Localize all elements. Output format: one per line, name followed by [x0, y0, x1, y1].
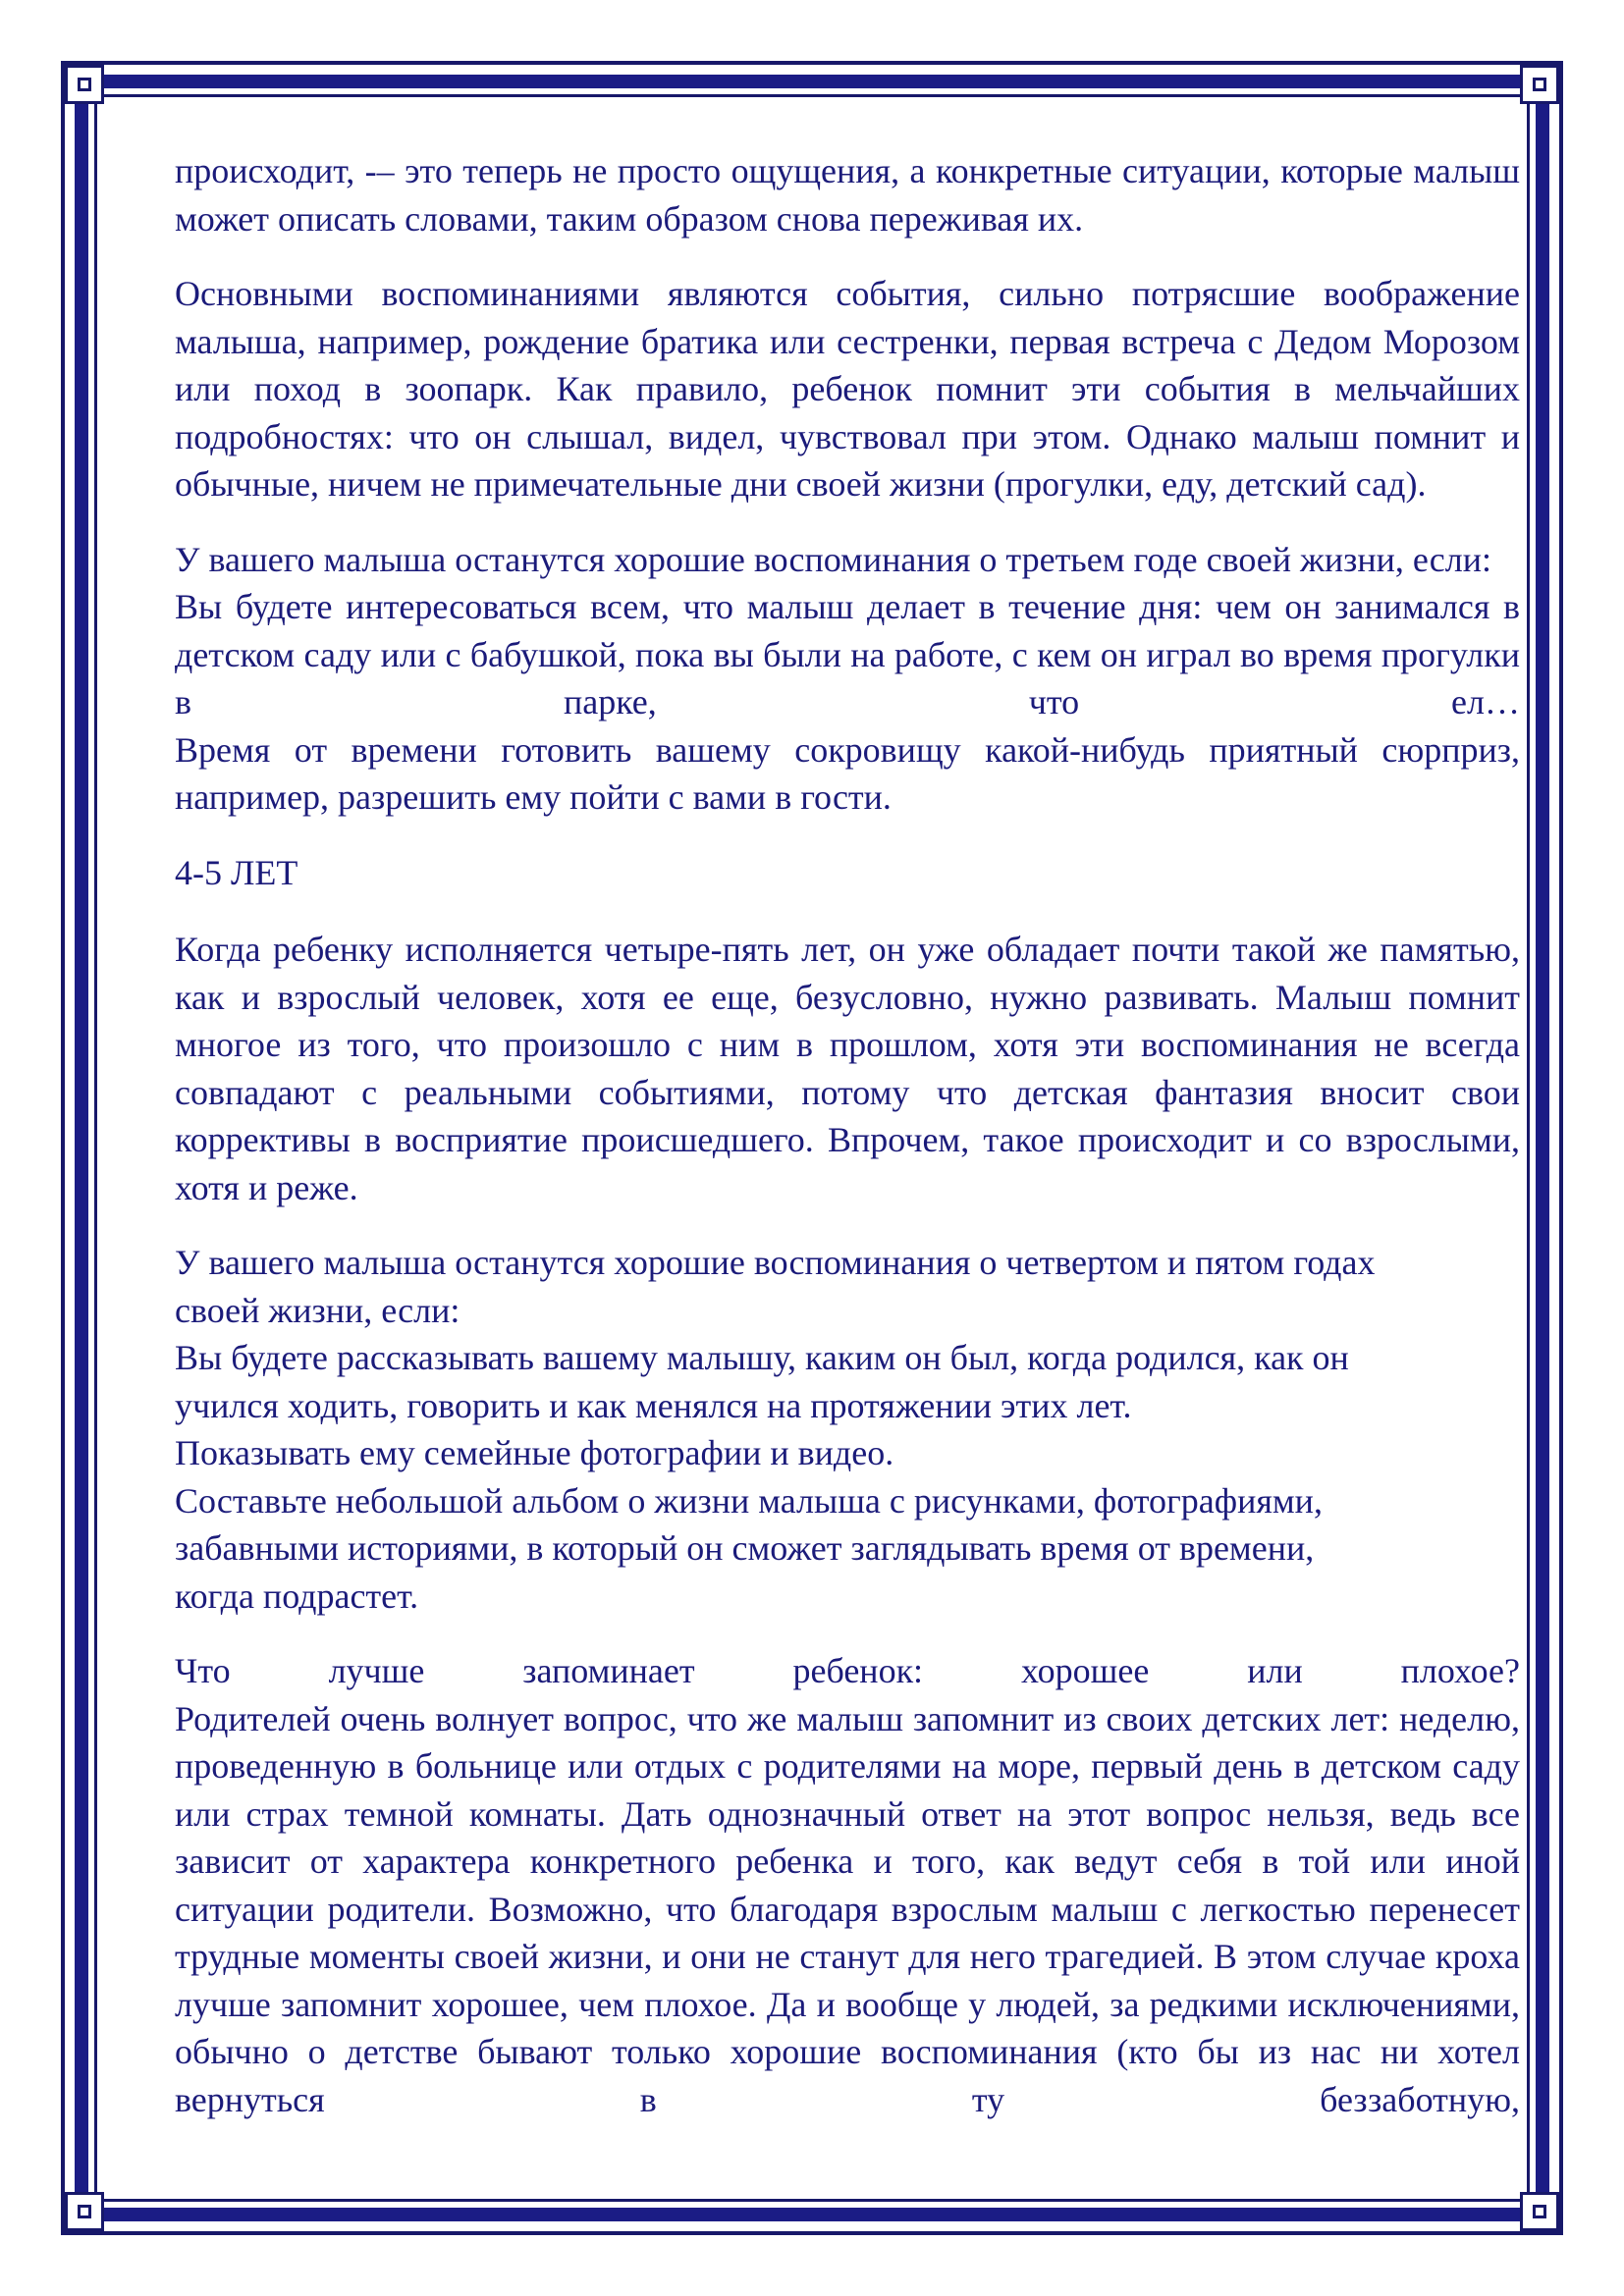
- paragraph-good-or-bad: [175, 1647, 1520, 2123]
- paragraph-third-year-tips: [175, 536, 1520, 822]
- tips-line: У вашего малыша останутся хорошие воспоминания о четвертом и пятом годах: [175, 1243, 1376, 1282]
- question-line: Что лучше запоминает ребенок: хорошее или плохое?: [175, 1651, 1520, 1690]
- corner-ornament-bottom-right: [1520, 2192, 1559, 2231]
- paragraph-main-memories: Основными воспоминаниями являются события, сильно потрясшие воображение малыша, например, рождение братика или сестренки, первая встреча с Дедом Морозом или поход в зоопарк. Как правило, ребенок помнит эти события в мельчайших подробностях: что он слышал, видел, чувствовал при этом. Однако малыш помнит и обычные, ничем не примечательные дни своей жизни (прогулки, еду, детский сад).: [175, 274, 1520, 504]
- tip-item-surprise: Время от времени готовить вашему сокровищу какой-нибудь приятный сюрприз, например, разрешить ему пойти с вами в гости.: [175, 729, 1520, 817]
- tips-intro: У вашего малыша останутся хорошие воспоминания о третьем годе своей жизни, если:: [175, 539, 1491, 579]
- paragraph-four-five-memory: Когда ребенку исполняется четыре-пять лет, он уже обладает почти такой же памятью, как и взрослый человек, хотя ее еще, безусловно, нужно развивать. Малыш помнит многое из того, что произошло с ним в прошлом, хотя эти воспоминания не всегда совпадают с реальными событиями, потому что детская фантазия вносит свои коррективы в восприятие происшедшего. Впрочем, такое происходит и со взрослыми, хотя и реже.: [175, 930, 1520, 1207]
- tips-line: когда подрастет.: [175, 1575, 419, 1616]
- tips-line: Вы будете рассказывать вашему малышу, каким он был, когда родился, как он: [175, 1338, 1349, 1377]
- tips-line: учился ходить, говорить и как менялся на протяжении этих лет.: [175, 1385, 1132, 1425]
- section-heading: 4-5 ЛЕТ: [175, 852, 298, 892]
- tips-line: своей жизни, если:: [175, 1290, 460, 1330]
- corner-ornament-top-left: [65, 65, 104, 104]
- corner-ornament-bottom-left: [65, 2192, 104, 2231]
- paragraph-four-five-tips: [175, 1239, 1520, 1620]
- corner-ornament-top-right: [1520, 65, 1559, 104]
- answer-text: Родителей очень волнует вопрос, что же малыш запомнит из своих детских лет: неделю, проведенную в больнице или отдых с родителями на море, первый день в детском саду или страх темной комнаты. Дать однозначный ответ на этот вопрос нельзя, ведь все зависит от характера конкретного ребенка и того, как ведут себя в той или иной ситуации родители. Возможно, что благодаря взрослым малыш с легкостью перенесет трудные моменты своей жизни, и они не станут для него трагедией. В этом случае кроха лучше запомнит хорошее, чем плохое. Да и вообще у людей, за редкими исключениями, обычно о детстве бывают только хорошие воспоминания (кто бы из нас ни хотел вернуться в ту беззаботную,: [175, 1698, 1520, 2119]
- paragraph-continuation: происходит, -– это теперь не просто ощущения, а конкретные ситуации, которые малыш может описать словами, таким образом снова переживая их.: [175, 151, 1520, 239]
- tips-line: забавными историями, в который он сможет заглядывать время от времени,: [175, 1528, 1315, 1568]
- tips-line: Составьте небольшой альбом о жизни малыша с рисунками, фотографиями,: [175, 1480, 1323, 1521]
- document-body: [175, 147, 1520, 2151]
- tips-line: Показывать ему семейные фотографии и видео.: [175, 1433, 894, 1472]
- tip-item-interest: Вы будете интересоваться всем, что малыш делает в течение дня: чем он занимался в детском саду или с бабушкой, пока вы были на работе, с кем он играл во время прогулки в парке, что ел…: [175, 587, 1520, 721]
